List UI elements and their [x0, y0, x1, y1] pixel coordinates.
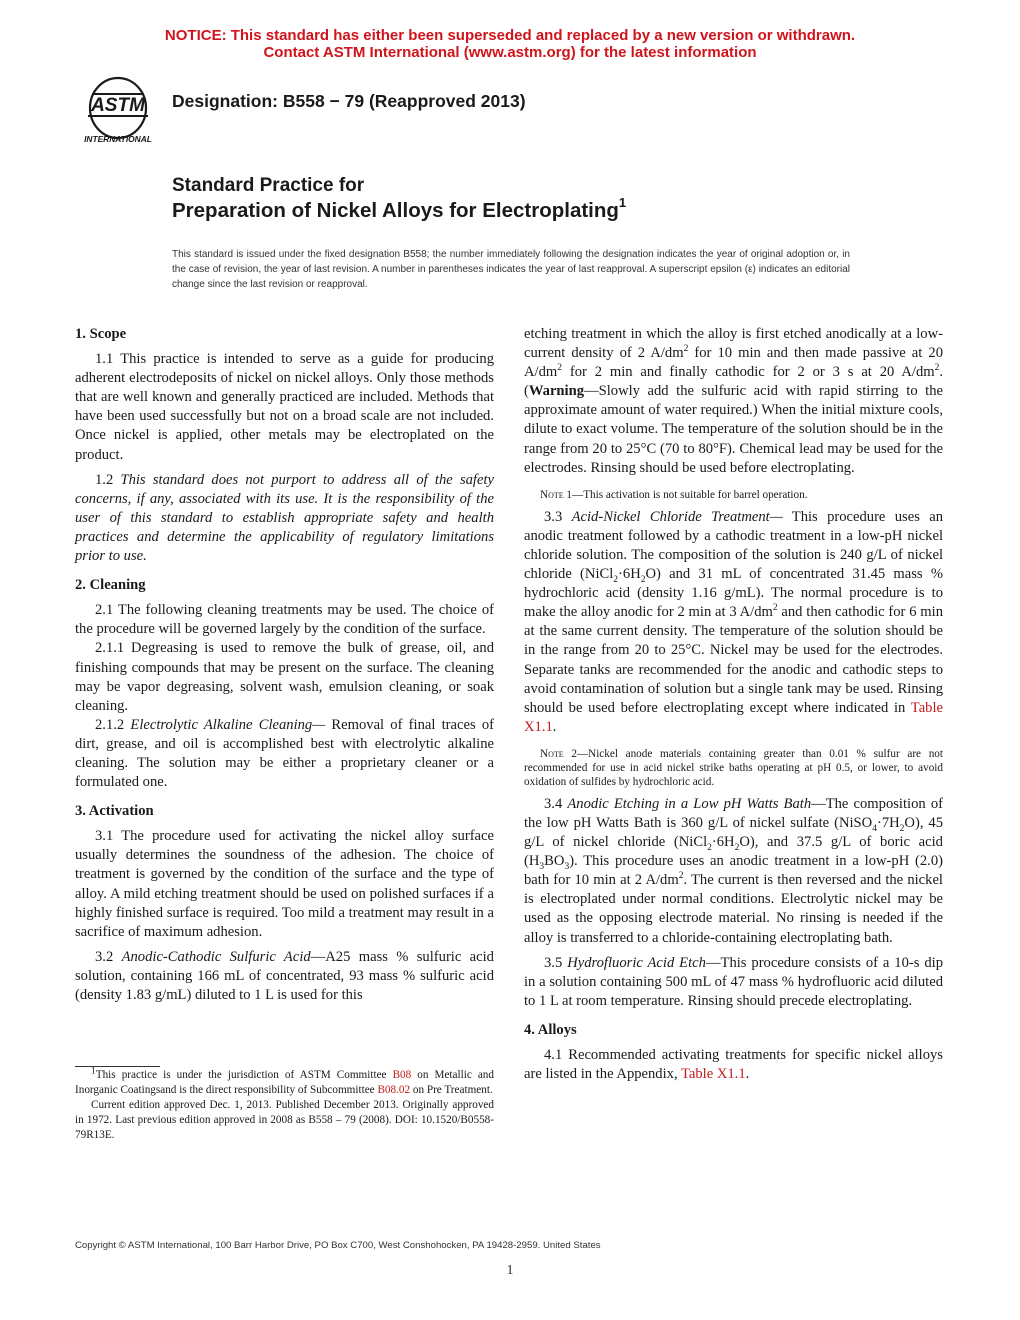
para-3-4 — [524, 795, 943, 948]
para-4-1 — [524, 1046, 943, 1084]
sup-2: 2 — [772, 603, 778, 614]
link-table-x1-1[interactable]: Table X1.1 — [524, 699, 943, 735]
para-2-1-1: 2.1.1 Degreasing is used to remove the bulk of grease, oil, and finishing compounds that may be present on the surface. The cleaning may be vapor degreasing, solvent wash, emulsion cleaning, or soak cleaning. — [75, 640, 494, 714]
para-3-2-title: Anodic-Cathodic Sulfuric Acid — [121, 948, 311, 965]
para-3-2-start — [75, 948, 494, 1005]
logo-letters: ASTM — [91, 95, 145, 116]
notice-line-2: Contact ASTM International (www.astm.org) for the latest information — [263, 44, 757, 61]
sub-2: 2 — [734, 842, 740, 853]
para-2-1-2-text: Removal of final traces of dirt, grease, and oil is accomplished best with electrolytic alkaline cleaning. The solution may be either a proprietary cleaner or a formulated one. — [75, 716, 494, 791]
title-line-2: Preparation of Nickel Alloys for Electroplating — [172, 199, 619, 222]
title-footnote-mark: 1 — [618, 195, 627, 211]
note-1 — [524, 488, 943, 502]
footnote-text-a: This practice is under the jurisdiction of ASTM Committee — [95, 1069, 393, 1081]
sup-2: 2 — [557, 363, 562, 374]
right-column — [524, 325, 943, 1084]
section-heading-cleaning: 2. Cleaning — [75, 577, 146, 594]
para-1-2 — [75, 471, 494, 566]
link-b08-02[interactable]: B08.02 — [377, 1084, 411, 1096]
para-3-4-b: ·7H — [876, 814, 900, 831]
para-3-4-e: O), and 37.5 g/L of boric acid (H — [524, 834, 943, 870]
para-4-1-end: . — [745, 1066, 750, 1083]
logo-caption: INTERNATIONAL — [84, 134, 152, 144]
footnote-mark: 1 — [91, 1066, 96, 1077]
para-3-4-c: O), 45 g/L of nickel chloride (NiCl — [524, 814, 944, 851]
para-3-3-a: This procedure uses an anodic treatment followed by a cathodic treatment in a low-pH nickel chloride solution. The composition of the solution is 240 g/L of nickel chloride (NiCl — [524, 508, 944, 583]
title-line-1: Standard Practice for — [172, 175, 365, 196]
sub-2: 2 — [613, 574, 619, 585]
sub-3: 3 — [564, 862, 570, 873]
para-3-3-end: . — [552, 718, 557, 735]
para-3-3-b: ·6H — [618, 566, 641, 583]
section-heading-scope: 1. Scope — [75, 326, 127, 342]
para-3-2-d: . ( — [524, 364, 943, 400]
left-column — [75, 325, 494, 1005]
sub-2: 2 — [707, 842, 712, 853]
astm-logo — [74, 76, 162, 146]
para-3-2-b: for 10 min and then made passive at 20 A/dm — [524, 345, 943, 381]
para-3-5-title: Hydrofluoric Acid Etch — [567, 954, 706, 971]
para-1-1: 1.1 This practice is intended to serve as a guide for producing adherent electrodeposits of nickel on nickel alloys. Only those methods that are well known and generally practiced are included. Methods that have been used successfully but not on a broad scale are not included. Once nickel is applied, other metals may be electroplated on the product. — [75, 351, 494, 463]
para-3-4-f: BO — [544, 853, 565, 870]
note-2 — [524, 747, 943, 789]
warning-label: Warning — [528, 383, 585, 400]
link-b08[interactable]: B08 — [392, 1069, 412, 1081]
sub-2: 2 — [640, 574, 646, 585]
para-3-2-c: for 2 min and finally cathodic for 2 or 3 s at 20 A/dm — [562, 364, 935, 381]
para-3-2-text-b: etching treatment in which the alloy is first etched anodically at a low-current density of 2 A/dm — [524, 326, 943, 362]
para-2-1-2 — [75, 716, 494, 792]
section-heading-activation: 3. Activation — [75, 803, 154, 820]
para-3-4-d: ·6H — [711, 834, 735, 851]
para-3-3-title: Acid-Nickel Chloride Treatment— — [571, 508, 783, 525]
para-1-2-text: This standard does not purport to address all of the safety concerns, if any, associated with its use. It is the responsibility of the user of this standard to establish appropriate safety and health practices and determine the applicability of regulatory limitations prior to use. — [75, 471, 494, 565]
designation: Designation: B558 − 79 (Reapproved 2013) — [172, 91, 526, 111]
footnotes — [75, 1068, 494, 1143]
para-3-1: 3.1 The procedure used for activating the nickel alloy surface usually determines the soundness of the adhesion. The choice of treatment is governed by the condition of the surface and the type of alloy. A mild etching treatment should be used on polished surfaces if a highly finished surface is required. Too mild a treatment may result in a sacrifice of maximum adhesion. — [75, 828, 494, 940]
para-3-3-num: 3.3 — [544, 508, 563, 525]
para-2-1-2-title: Electrolytic Alkaline Cleaning— — [130, 716, 326, 733]
section-heading-alloys: 4. Alloys — [524, 1021, 577, 1038]
link-table-x1-1-alloys[interactable]: Table X1.1 — [681, 1066, 746, 1083]
para-3-5 — [524, 954, 943, 1011]
para-3-4-h: . The current is then reversed and the nickel is electroplated under normal conditions. Electrolytic nickel may be used as the opposing electrode material. No rinsing is needed if the alloy is transferred to a chloride-containing electroplating bath. — [524, 872, 943, 946]
sub-4: 4 — [872, 823, 877, 834]
note-2-text: —Nickel anode materials containing greater than 0.01 % sulfur are not recommended for use in acid nickel strike baths operating at pH 0.5, or lower, to avoid oxidation of sulfides by hydrochloric acid. — [524, 747, 943, 788]
para-3-2-continued — [524, 325, 943, 478]
footnote-1 — [75, 1068, 494, 1098]
para-3-3-c: O) and 31 mL of concentrated 31.45 mass % hydrochloric acid (density 1.16 g/mL). The normal procedure is to make the alloy anodic for 2 min at 3 A/dm — [524, 566, 943, 621]
supersede-notice — [0, 27, 1020, 61]
para-3-4-num: 3.4 — [544, 795, 563, 812]
page-number: 1 — [506, 1263, 514, 1278]
footnote-text-c: on Pre Treatment. — [410, 1084, 493, 1096]
sup-2: 2 — [683, 344, 689, 355]
document-title — [172, 195, 627, 223]
issued-note: This standard is issued under the fixed designation B558; the number immediately following the designation indicates the year of original adoption or, in the case of revision, the year of last revision. A number in parentheses indicates the year of last reapproval. A superscript epsilon (ε) indicates an editorial change since the last revision or reapproval. — [172, 249, 850, 290]
para-3-4-a: —The composition of the low pH Watts Bath is 360 g/L of nickel sulfate (NiSO — [524, 795, 943, 831]
footnote-edition: Current edition approved Dec. 1, 2013. Published December 2013. Originally approved in 1972. Last previous edition approved in 2008 as B558 – 79 (2008). DOI: 10.1520/B0558-79R13E. — [75, 1099, 494, 1141]
sup-2: 2 — [678, 871, 684, 882]
para-3-3-d: and then cathodic for 6 min at the same current density. The temperature of the solution should be in the range from 20 to 25°C. Nickel may be used for the electrodes. Separate tanks are recommended for the anodic and cathodic steps to avoid contamination of solution but a single tank may be used. Rinsing should be used before electroplating except where indicated in — [524, 604, 943, 716]
note-1-label: Note 1 — [540, 488, 573, 501]
sub-3: 3 — [539, 862, 545, 873]
para-4-1-text: 4.1 Recommended activating treatments for specific nickel alloys are listed in the Appendix, — [524, 1047, 943, 1083]
para-3-4-g: ). This procedure uses an anodic treatment in a low-pH (2.0) bath for 10 min at 2 A/dm — [524, 853, 943, 889]
note-2-label: Note 2 — [540, 747, 577, 760]
footnote-text-b: on Metallic and Inorganic Coatingsand is the direct responsibility of Subcommittee — [75, 1069, 494, 1096]
note-1-text: —This activation is not suitable for barrel operation. — [572, 488, 808, 501]
para-3-5-num: 3.5 — [544, 954, 563, 971]
para-3-2-text-a: —A25 mass % sulfuric acid solution, containing 166 mL of concentrated, 93 mass % sulfuric acid (density 1.83 g/mL) diluted to 1 L is used for this — [75, 948, 494, 1003]
footnote-rule — [75, 1066, 160, 1067]
sup-2: 2 — [934, 363, 940, 374]
sub-2: 2 — [899, 823, 905, 834]
notice-line-1: NOTICE: This standard has either been superseded and replaced by a new version or withdrawn. — [164, 27, 856, 44]
para-3-5-text: —This procedure consists of a 10-s dip in a solution containing 500 mL of 47 mass % hydrofluoric acid diluted to 1 L at room temperature. Rinsing should precede electroplating. — [524, 954, 944, 1009]
para-2-1-2-num: 2.1.2 — [95, 716, 125, 733]
para-2-1: 2.1 The following cleaning treatments may be used. The choice of the procedure will be governed largely by the condition of the surface. — [75, 602, 494, 638]
copyright: Copyright © ASTM International, 100 Barr Harbor Drive, PO Box C700, West Conshohocken, PA 19428-2959. United States — [75, 1240, 601, 1251]
para-3-2-num: 3.2 — [95, 948, 114, 965]
para-3-4-title: Anodic Etching in a Low pH Watts Bath — [567, 795, 812, 812]
para-1-2-num: 1.2 — [95, 471, 114, 488]
para-3-3 — [524, 508, 943, 737]
para-3-2-e: —Slowly add the sulfuric acid with rapid stirring to the approximate amount of water required.) When the initial mixture cools, dilute to exact volume. The temperature of the solution should be in the range from 20 to 25°C (70 to 80°F). Chemical lead may be used for the electrodes. Rinsing should be used before electroplating. — [524, 383, 943, 476]
